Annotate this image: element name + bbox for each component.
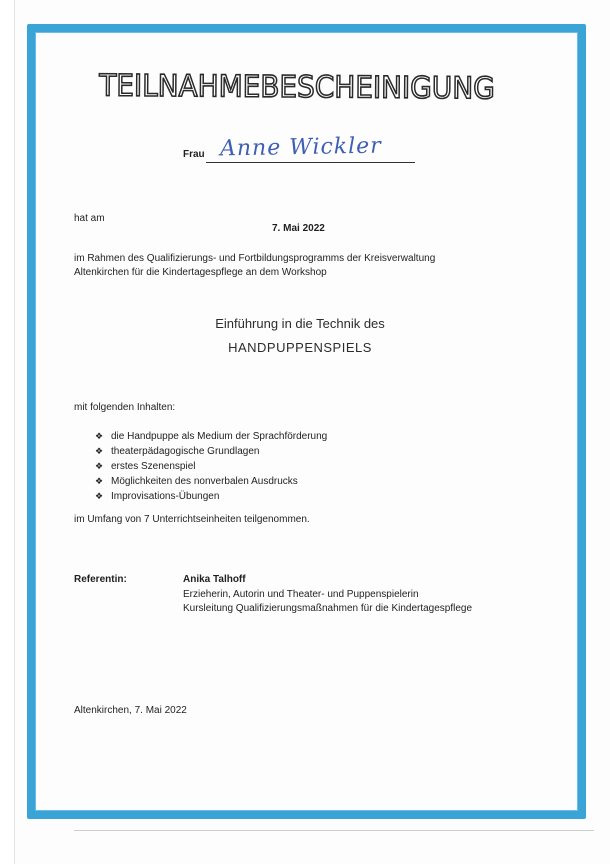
- list-item: ❖ erstes Szenenspiel: [95, 461, 196, 472]
- list-item: ❖ theaterpädagogische Grundlagen: [95, 446, 260, 457]
- recipient-name-handwritten: Anne Wickler: [219, 133, 382, 162]
- contents-list: [95, 429, 327, 504]
- event-date: 7. Mai 2022: [272, 223, 325, 234]
- context-line-2: Altenkirchen für die Kindertagespflege an dem Workshop: [74, 267, 327, 278]
- bullet-diamond-icon: ❖: [95, 491, 104, 501]
- instructor-role-2: Kursleitung Qualifizierungsmaßnahmen für die Kindertagespflege: [183, 603, 473, 614]
- instructor-name: Anika Talhoff: [183, 574, 246, 585]
- context-line-1: im Rahmen des Qualifizierungs- und Fortbildungsprogramms der Kreisverwaltung: [74, 253, 436, 264]
- scope-text: im Umfang von 7 Unterrichtseinheiten teilgenommen.: [74, 514, 310, 525]
- intro-text: hat am: [74, 213, 105, 224]
- bullet-diamond-icon: ❖: [95, 461, 104, 471]
- place-and-date: Altenkirchen, 7. Mai 2022: [74, 705, 187, 716]
- bullet-diamond-icon: ❖: [95, 476, 104, 486]
- list-item: ❖ Improvisations-Übungen: [95, 491, 220, 502]
- list-item: ❖ Möglichkeiten des nonverbalen Ausdrucks: [95, 476, 298, 487]
- salutation: Frau: [183, 149, 205, 160]
- certificate-title: TEILNAHMEBESCHEINIGUNG: [99, 68, 495, 107]
- bullet-diamond-icon: ❖: [95, 446, 104, 456]
- instructor-label: Referentin:: [74, 574, 127, 585]
- scan-edge-line: [74, 830, 594, 831]
- contents-intro: mit folgenden Inhalten:: [74, 402, 176, 413]
- name-underline: [206, 162, 415, 163]
- course-title-line-1: Einführung in die Technik des: [215, 316, 385, 331]
- bullet-diamond-icon: ❖: [95, 431, 104, 441]
- list-item: ❖ die Handpuppe als Medium der Sprachförderung: [95, 431, 328, 442]
- course-title-line-2: HANDPUPPENSPIELS: [228, 340, 372, 355]
- instructor-role-1: Erzieherin, Autorin und Theater- und Puppenspielerin: [183, 589, 419, 600]
